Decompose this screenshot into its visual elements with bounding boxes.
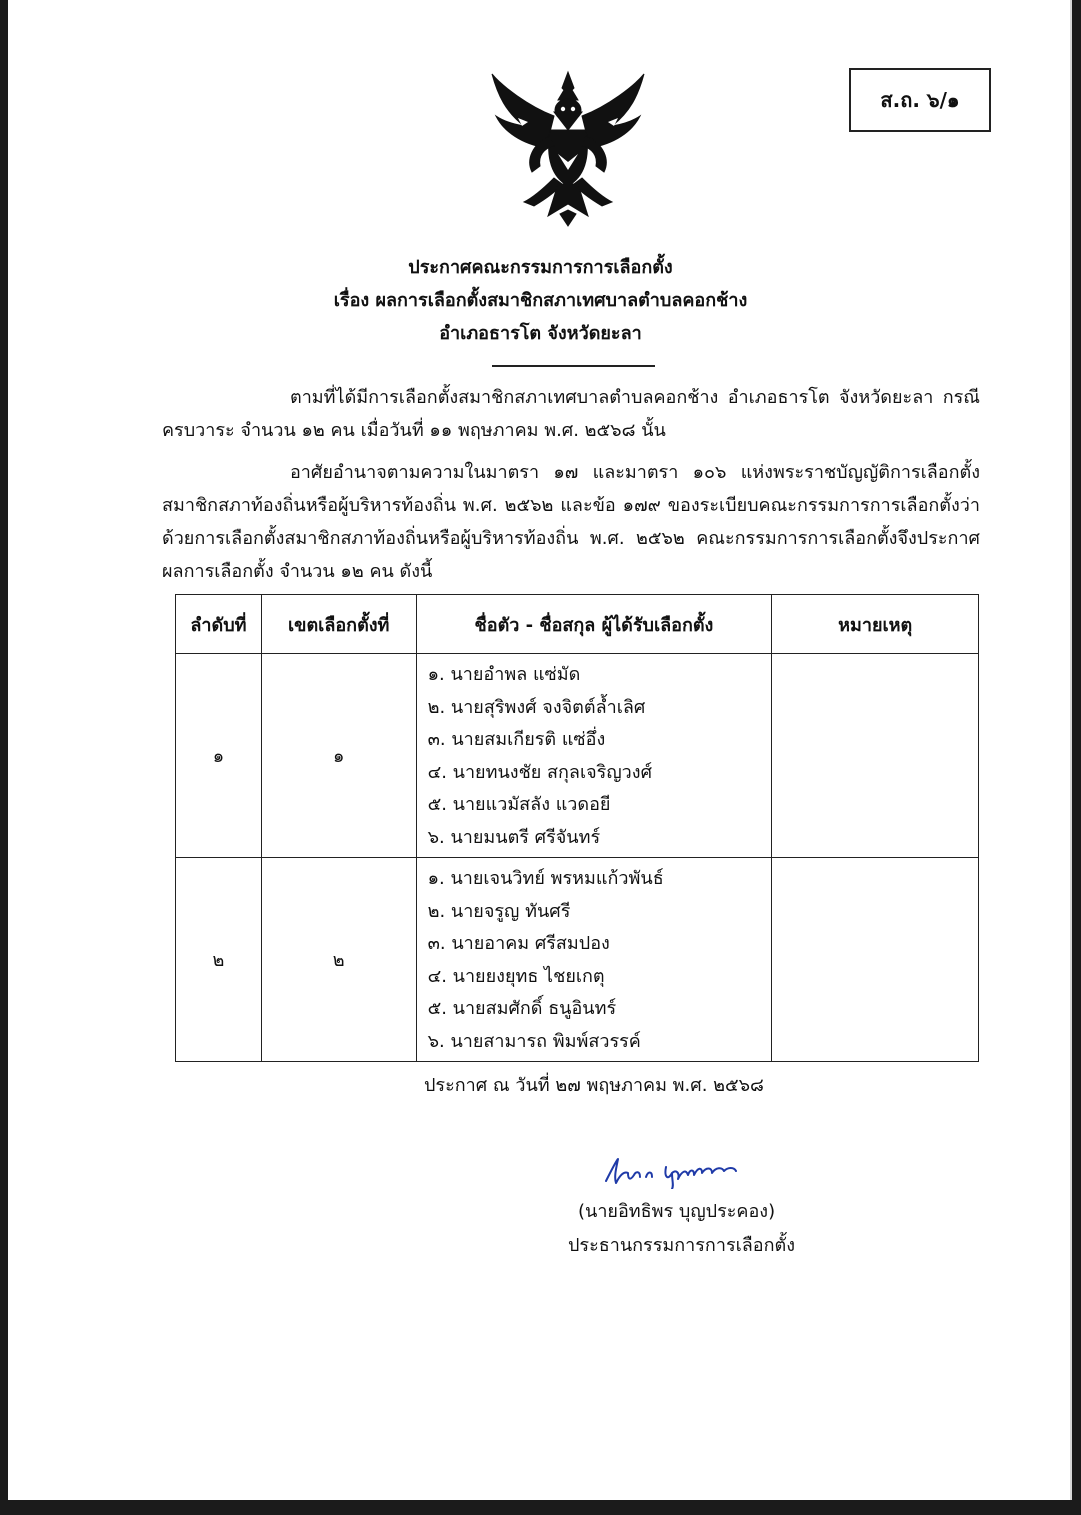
row-note — [772, 654, 979, 858]
row-note — [772, 858, 979, 1062]
candidate-item: ๕. นายแวมัสลัง แวดอยี — [427, 794, 611, 815]
heading-line-2: เรื่อง ผลการเลือกตั้งสมาชิกสภาเทศบาลตำบลคอกช้าง — [333, 290, 748, 311]
paragraph-2: อาศัยอำนาจตามความในมาตรา ๑๗ และมาตรา ๑๐๖ แห่งพระราชบัญญัติการเลือกตั้งสมาชิกสภาท้องถิ่นหรือผู้บริหารท้องถิ่น พ.ศ. ๒๕๖๒ และข้อ ๑๗๙ ของระเบียบคณะกรรมการการเลือกตั้งว่าด้วยการเลือกตั้งสมาชิกสภาท้องถิ่นหรือผู้บริหารท้องถิ่น พ.ศ. ๒๕๖๒ คณะกรรมการการเลือกตั้งจึงประกาศผลการเลือกตั้ง จำนวน ๑๒ คน ดังนี้ — [162, 462, 980, 582]
signatory-position: ประธานกรรมการการเลือกตั้ง — [568, 1235, 795, 1256]
header-note: หมายเหตุ — [772, 595, 979, 654]
candidate-item: ๑. นายอำพล แซ่มัด — [427, 664, 581, 685]
candidate-item: ๒. นายสุริพงศ์ จงจิตต์ล้ำเลิศ — [427, 696, 646, 718]
paragraph-1: ตามที่ได้มีการเลือกตั้งสมาชิกสภาเทศบาลตำบลคอกช้าง อำเภอธารโต จังหวัดยะลา กรณีครบวาระ จำนวน ๑๒ คน เมื่อวันที่ ๑๑ พฤษภาคม พ.ศ. ๒๕๖๘ นั้น — [162, 387, 980, 441]
handwritten-signature — [602, 1155, 742, 1189]
candidate-item: ๔. นายยงยุทธ ไชยเกตุ — [427, 965, 605, 987]
header-candidates: ชื่อตัว - ชื่อสกุล ผู้ได้รับเลือกตั้ง — [416, 595, 772, 654]
garuda-emblem — [488, 66, 648, 228]
heading-line-1: ประกาศคณะกรรมการการเลือกตั้ง — [408, 257, 673, 278]
candidate-item: ๒. นายจรูญ ทันศรี — [427, 900, 571, 922]
candidate-item: ๓. นายอาคม ศรีสมปอง — [427, 933, 610, 954]
row-candidates — [416, 858, 772, 1062]
candidate-item: ๕. นายสมศักดิ์ ธนูอินทร์ — [427, 998, 617, 1019]
heading-divider — [492, 365, 655, 367]
row-district: ๒ — [261, 858, 416, 1062]
row-district: ๑ — [261, 654, 416, 858]
heading-line-3: อำเภอธารโต จังหวัดยะลา — [439, 323, 642, 344]
row-order: ๑ — [176, 654, 262, 858]
table-row — [176, 654, 979, 858]
candidate-item: ๓. นายสมเกียรติ แซ่อึ่ง — [427, 729, 606, 750]
row-order: ๒ — [176, 858, 262, 1062]
candidate-item: ๖. นายมนตรี ศรีจันทร์ — [427, 826, 601, 848]
row-candidates — [416, 654, 772, 858]
header-order: ลำดับที่ — [176, 595, 262, 654]
form-code-text: ส.ถ. ๖/๑ — [880, 88, 960, 112]
election-results-table — [175, 594, 979, 1062]
table-header-row — [176, 595, 979, 654]
signatory-name: (นายอิทธิพร บุญประคอง) — [578, 1201, 776, 1222]
candidate-item: ๖. นายสามารถ พิมพ์สวรรค์ — [427, 1030, 641, 1052]
announcement-date: ประกาศ ณ วันที่ ๒๗ พฤษภาคม พ.ศ. ๒๕๖๘ — [424, 1075, 764, 1096]
header-district: เขตเลือกตั้งที่ — [261, 595, 416, 654]
candidate-item: ๔. นายทนงชัย สกุลเจริญวงศ์ — [427, 761, 652, 783]
candidate-item: ๑. นายเจนวิทย์ พรหมแก้วพันธ์ — [427, 868, 664, 889]
form-code-box — [849, 68, 991, 132]
table-row — [176, 858, 979, 1062]
